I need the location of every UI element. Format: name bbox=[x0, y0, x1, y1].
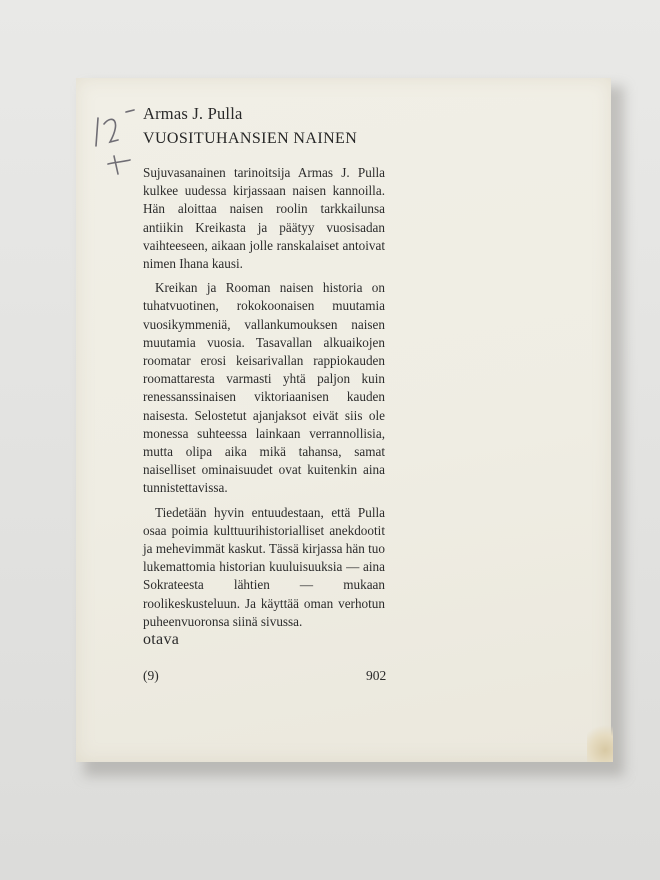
worn-corner bbox=[587, 722, 613, 762]
blurb-paragraph-3: Tiedetään hyvin entuudestaan, että Pulla osaa poimia kulttuurihistorialliset anekdootit ja mehevimmät kaskut. Tässä kirjassa hän tuo lukemattomia historian kuuluisuuksia — aina Sokrateesta lähtien — mukaan roolikeskusteluun. Ja käyttää oman verhotun puheenvuoronsa siinä sivussa. bbox=[143, 504, 385, 629]
book-title: VUOSITUHANSIEN NAINEN bbox=[143, 130, 358, 147]
blurb-text bbox=[143, 164, 385, 637]
handwritten-mark bbox=[88, 106, 138, 176]
blurb-paragraph-1: Sujuvasanainen tarinoitsija Armas J. Pulla kulkee uudessa kirjassaan naisen kannoilla. Hän aloittaa naisen roolin tarkkailunsa antiikin Kreikasta ja päätyy vuosisadan vaihteeseen, aikaan jolle ranskalaiset antoivat nimen Ihana kausi. bbox=[143, 165, 385, 272]
catalog-number-right: 902 bbox=[366, 668, 387, 683]
author-name: Armas J. Pulla bbox=[143, 104, 243, 123]
book-back-cover bbox=[76, 78, 611, 762]
publisher-name: otava bbox=[143, 631, 180, 648]
blurb-paragraph-2: Kreikan ja Rooman naisen historia on tuhatvuotinen, rokokoonaisen muutamia vuosikymmeniä, vallankumouksen naisen muutamia vuosia. Tasavallan alkuaikojen roomatar erosi keisarivallan rappiokauden roomattaresta varmasti yhtä paljon kuin renessanssinaisen viktoriaanisen kauden naisesta. Selostetut ajanjaksot eivät siis ole monessa suhteessa lainkaan verrannollisia, mutta olipa aika mikä tahansa, samat naiselliset ominaisuudet ovat kuitenkin aina tunnistettavissa. bbox=[143, 280, 385, 496]
catalog-number-left: (9) bbox=[143, 668, 159, 683]
